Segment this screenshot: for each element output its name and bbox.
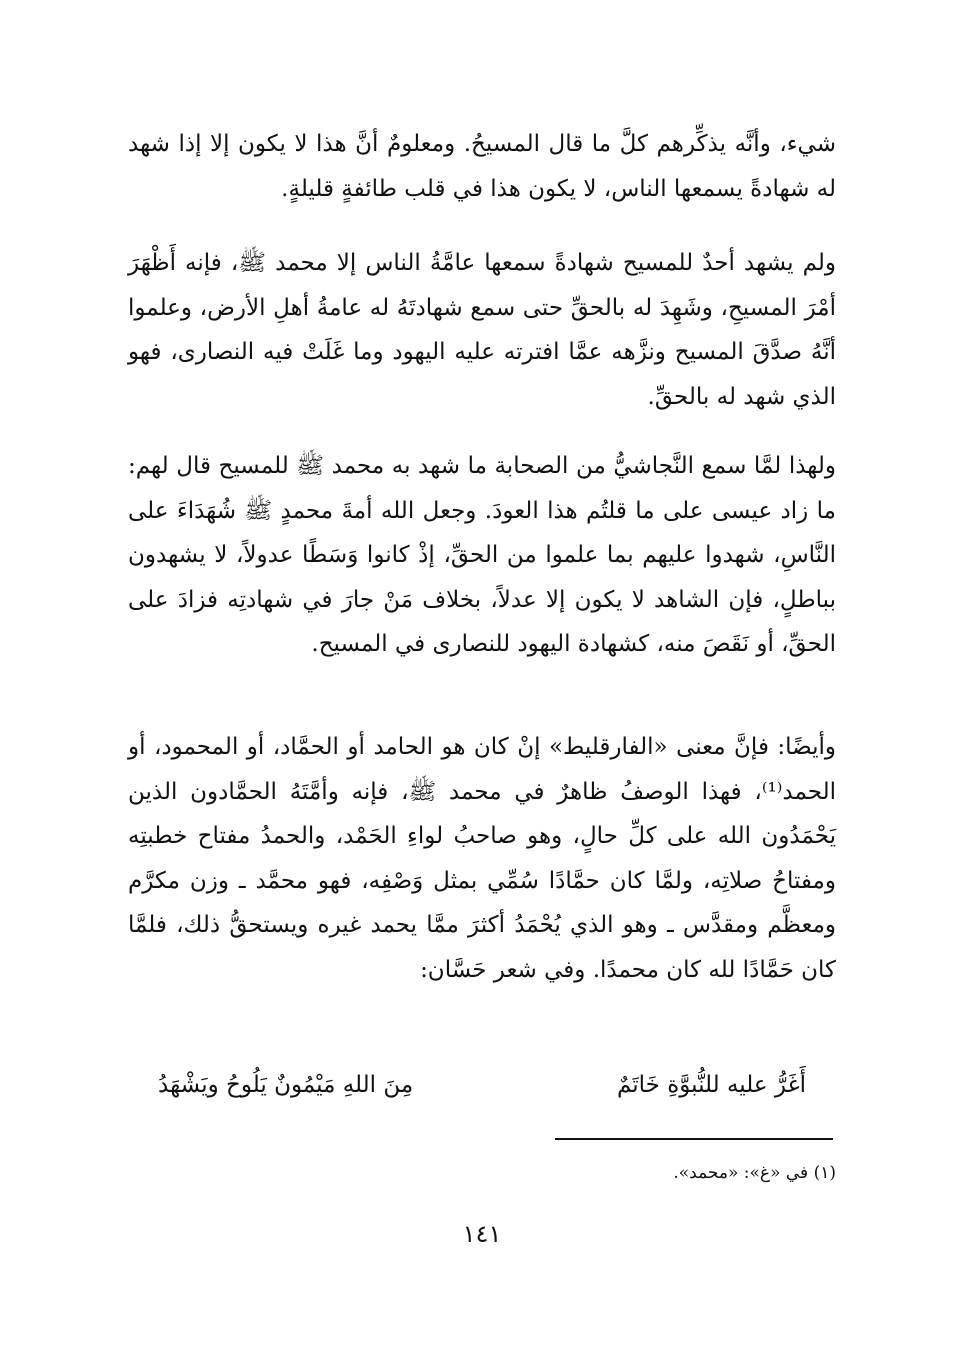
- footnote: (١) في «غ»: «محمد».: [673, 1163, 836, 1183]
- paragraph-3: ولهذا لمَّا سمع النَّجاشيُّ من الصحابة ما شهد به محمد ﷺ للمسيح قال لهم: ما زاد عيسى على ما قلتُم هذا العودَ. وجعل الله أمةَ محمدٍ ﷺ شُهَدَاءَ على النَّاسِ، شهدوا عليهم بما علموا من الحقِّ، إذْ كانوا وَسَطًا عدولاً، لا يشهدون بباطلٍ، فإن الشاهد لا يكون إلا عدلاً، بخلاف مَنْ جارَ في شهادتِه فزادَ على الحقِّ، أو نَقَصَ منه، كشهادة اليهود للنصارى في المسيح.: [128, 453, 836, 657]
- paragraph-2: ولم يشهد أحدٌ للمسيح شهادةً سمعها عامَّةُ الناس إلا محمد ﷺ، فإنه أَظْهَرَ أمْرَ المسيحِ، وشَهِدَ له بالحقِّ حتى سمع شهادتَهُ له عامةُ أهلِ الأرض، وعلموا أنَّهُ صدَّقَ المسيح ونزَّهه عمَّا افترته عليه اليهود وما غَلَتْ فيه النصارى، فهو الذي شهد له بالحقِّ.: [128, 250, 836, 410]
- poem-first-hemistich: أَغَرُّ عليه للنُّبوَّةِ خَاتَمٌ: [616, 1072, 806, 1098]
- poem-second-hemistich: مِنَ اللهِ مَيْمُونٌ يَلُوحُ ويَشْهَدُ: [158, 1072, 414, 1098]
- footnote-divider: [555, 1138, 833, 1140]
- poem-verse: [158, 1063, 806, 1107]
- paragraph-4: وأيضًا: فإنَّ معنى «الفارقليط» إنْ كان هو الحامد أو الحمَّاد، أو المحمود، أو الحمد⁽¹⁾، فهذا الوصفُ ظاهرٌ في محمد ﷺ، فإنه وأمَّتَهُ الحمَّادون الذين يَحْمَدُون الله على كلِّ حالٍ، وهو صاحبُ لواءِ الحَمْد، والحمدُ مفتاح خطبتِه ومفتاحُ صلاتِه، ولمَّا كان حمَّادًا سُمِّي بمثل وَصْفِه، فهو محمَّد ـ وزن مكرَّم ومعظَّم ومقدَّس ـ وهو الذي يُحْمَدُ أكثرَ ممَّا يحمد غيره ويستحقُّ ذلك، فلمَّا كان حَمَّادًا لله كان محمدًا. وفي شعر حَسَّان:: [128, 734, 836, 983]
- page-number: ١٤١: [462, 1220, 502, 1248]
- paragraph-1: شيء، وأنَّه يذكِّرهم كلَّ ما قال المسيحُ. ومعلومٌ أنَّ هذا لا يكون إلا إذا شهد له شهادةً يسمعها الناس، لا يكون هذا في قلب طائفةٍ قليلةٍ.: [128, 131, 836, 202]
